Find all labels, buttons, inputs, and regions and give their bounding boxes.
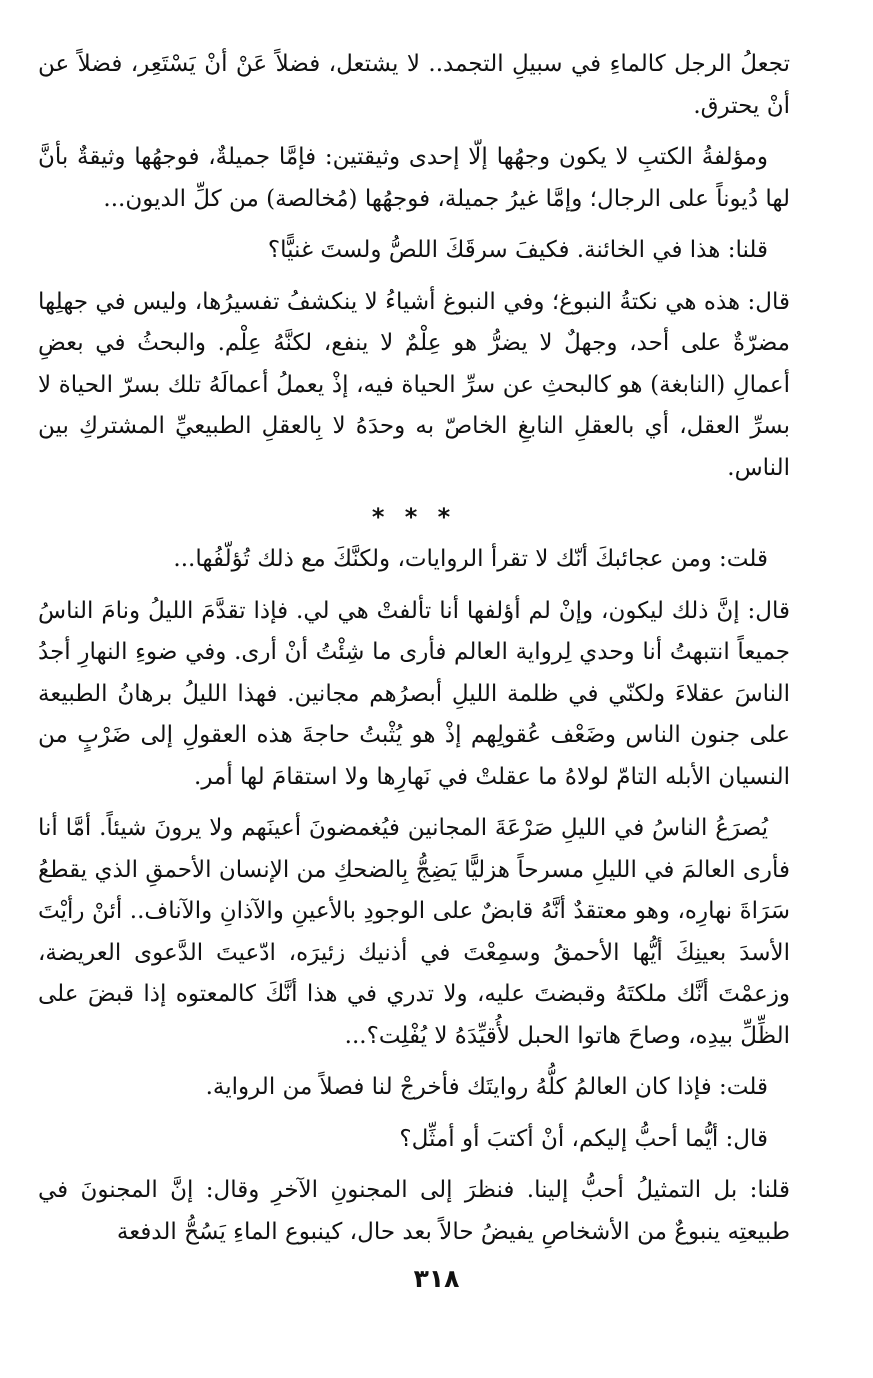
paragraph-5: قلت: ومن عجائبكَ أنّك لا تقرأ الروايات، ولكنَّكَ مع ذلك تُؤلّفُها... bbox=[173, 546, 768, 572]
paragraph-2: ومؤلفةُ الكتبِ لا يكون وجهُها إلّا إحدى وثيقتين: فإمَّا جميلةٌ، فوجهُها وثيقةٌ بأنَّ لها دُيوناً على الرجال؛ وإمَّا غيرُ جميلة، فوجهُها (مُخالصة) من كلِّ الديون... bbox=[38, 144, 790, 212]
paragraph-3: قلنا: هذا في الخائنة. فكيفَ سرقَكَ اللصُّ ولستَ غنيًّا؟ bbox=[267, 237, 768, 263]
paragraph-6: قال: إنَّ ذلك ليكون، وإنْ لم أؤلفها أنا تألفتْ هي لي. فإذا تقدَّمَ الليلُ ونامَ الناسُ جميعاً انتبهتُ أنا وحدي لِرواية العالم فأرى ما شِئْتُ أنْ أرى. وفي ضوءِ النهارِ أجدُ الناسَ عقلاءَ ولكنّي في ظلمة الليلِ أبصرُهم مجانين. فهذا الليلُ برهانُ الطبيعة على جنون الناس وضَعْف عُقولِهم إذْ هو يُثْبتُ حاجةَ هذه العقولِ إلى ضَرْبٍ من النسيان الأبله التامّ لولاهُ ما عقلتْ في نَهارِها ولا استقامَ لها أمر. bbox=[38, 597, 790, 790]
paragraph-10: قلنا: بل التمثيلُ أحبُّ إلينا. فنظرَ إلى المجنونِ الآخرِ وقال: إنَّ المجنونَ في طبيعتِه ينبوعٌ من الأشخاصِ يفيضُ حالاً بعد حال، كينبوع الماءِ يَسُحُّ الدفعة bbox=[38, 1177, 790, 1245]
paragraph-4: قال: هذه هي نكتةُ النبوغ؛ وفي النبوغ أشياءُ لا ينكشفُ تفسيرُها، وليس في جهلِها مضرّةٌ على أحد، وجهلٌ لا يضرُّ هو عِلْمٌ لا ينفع، لكنَّهُ عِلْم. والبحثُ في بعضِ أعمالِ (النابغة) هو كالبحثِ عن سرِّ الحياة فيه، إذْ يعملُ أعمالَهُ تلك بسرّ الحياة لا بسرِّ العقل، أي بالعقلِ النابغِ الخاصّ به وحدَهُ لا بِالعقلِ الطبيعيِّ المشتركِ بين الناس. bbox=[38, 288, 790, 481]
paragraph-8: قلت: فإذا كان العالمُ كلُّهُ روايتَك فأخرجْ لنا فصلاً من الرواية. bbox=[205, 1074, 768, 1100]
page-body bbox=[38, 44, 790, 1263]
paragraph-7: يُصرَعُ الناسُ في الليلِ صَرْعَةَ المجانين فيُغمضونَ أعينَهم ولا يرونَ شيئاً. أمَّا أنا فأرى العالمَ في الليلِ مسرحاً هزليًّا يَضِجُّ بِالضحكِ من الإنسان الأحمقِ الذي يقطعُ سَرَاةَ نهارِه، وهو معتقدٌ أنَّهُ قابضٌ على الوجودِ بالأعينِ والآذانِ والآناف.. أئنْ رأيْتَ الأسدَ بعينِكَ أيُّها الأحمقُ وسمِعْتَ في أذنيك زئيرَه، ادّعيتَ الدَّعوى العريضة، وزعمْتَ أنَّك ملكتَهُ وقبضتَ عليه، ولا تدري في هذا أنَّكَ كالمعتوه إذا قبضَ على الظِّلِّ بيدِه، وصاحَ هاتوا الحبل لأُقيِّدَهُ لا يُفْلِت؟... bbox=[38, 815, 790, 1049]
section-separator: * * * bbox=[371, 503, 457, 531]
paragraph-1: تجعلُ الرجل كالماءِ في سبيلِ التجمد.. لا يشتعل، فضلاً عَنْ أنْ يَسْتَعِر، فضلاً عن أنْ يحترق. bbox=[38, 51, 790, 119]
paragraph-9: قال: أيُّما أحبُّ إليكم، أنْ أكتبَ أو أمثِّل؟ bbox=[399, 1125, 768, 1152]
page-number: ٣١٨ bbox=[413, 1264, 460, 1293]
